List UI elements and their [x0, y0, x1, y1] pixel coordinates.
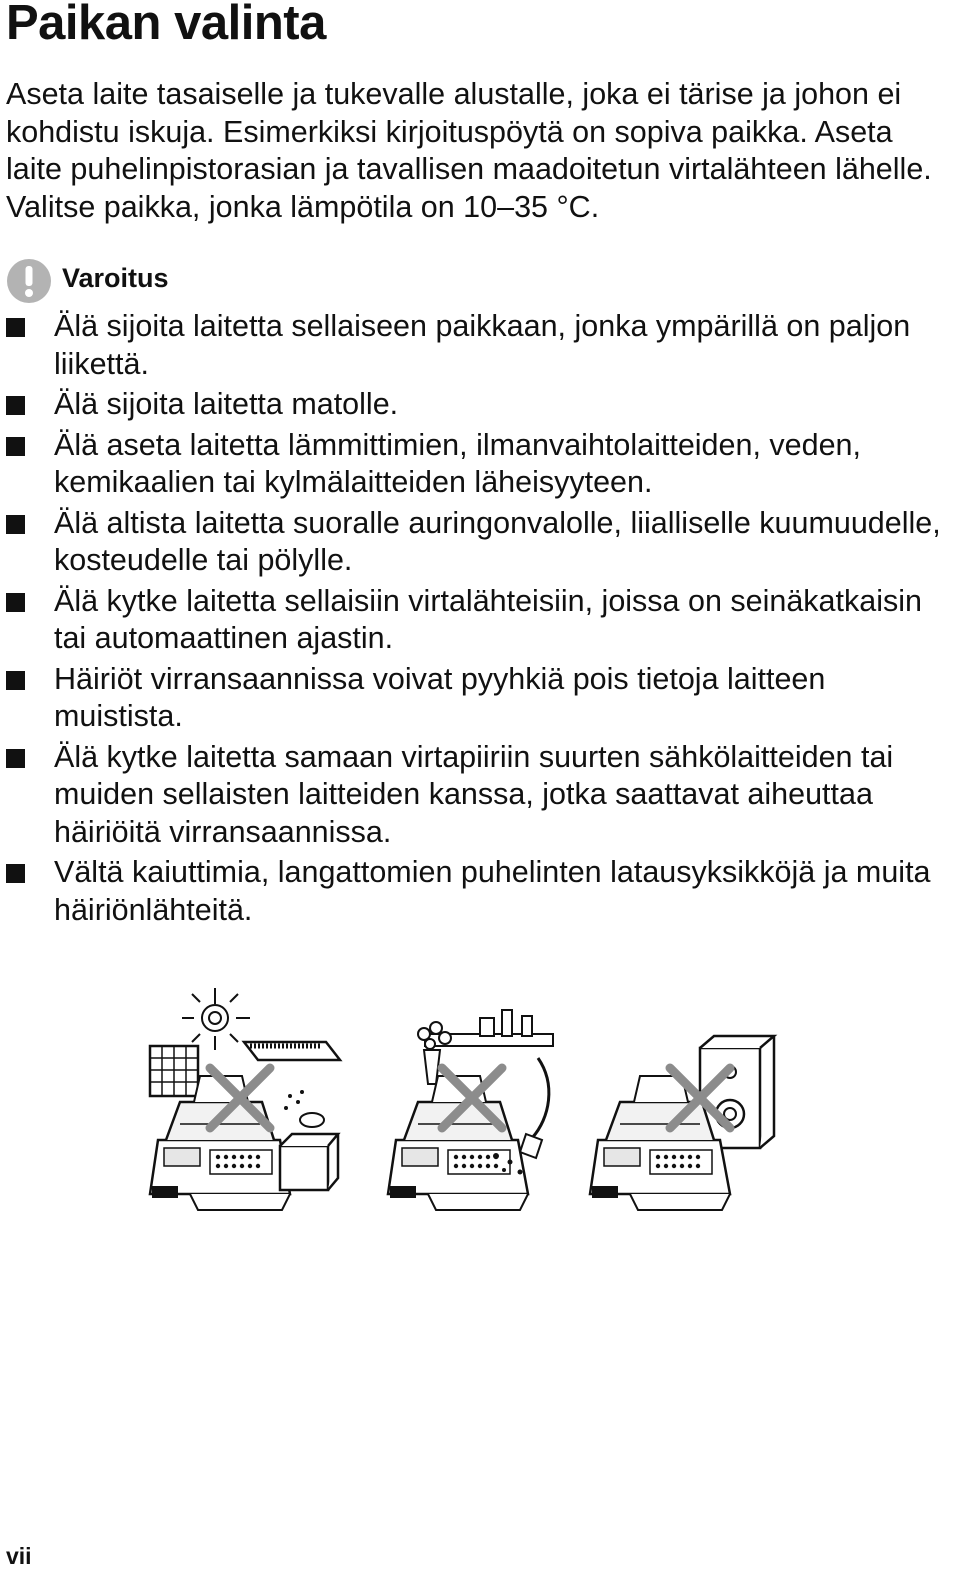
list-item [6, 661, 954, 736]
placement-illustration [140, 988, 790, 1218]
square-bullet-icon [6, 749, 25, 768]
page-number: vii [6, 1543, 32, 1569]
list-item-text: Älä sijoita laitetta matolle. [54, 387, 399, 421]
exclamation-icon [6, 258, 52, 304]
list-item [6, 308, 954, 383]
square-bullet-icon [6, 593, 25, 612]
square-bullet-icon [6, 318, 25, 337]
square-bullet-icon [6, 515, 25, 534]
square-bullet-icon [6, 671, 25, 690]
list-item-text: Häiriöt virransaannissa voivat pyyhkiä pois tietoja laitteen muistista. [54, 661, 826, 733]
warning-list [6, 308, 954, 932]
list-item [6, 505, 954, 580]
square-bullet-icon [6, 396, 25, 415]
speaker-printer-illustration [590, 1036, 774, 1210]
list-item [6, 583, 954, 658]
list-item-text: Älä altista laitetta suoralle auringonvalolle, liialliselle kuumuudelle, kosteudelle tai pölylle. [54, 505, 941, 577]
plant-chemicals-water-printer-illustration [388, 1010, 553, 1210]
warning-label: Varoitus [62, 263, 169, 293]
intro-paragraph: Aseta laite tasaiselle ja tukevalle alustalle, joka ei tärise ja johon ei kohdistu iskuja. Esimerkiksi kirjoituspöytä on sopiva paikka. Aseta laite puhelinpistorasian ja tavallisen maadoitetun virtalähteen lähelle. Valitse paikka, jonka lämpötila on 10–35 °C. [6, 77, 932, 224]
list-item-text: Älä aseta laitetta lämmittimien, ilmanvaihtolaitteiden, veden, kemikaalien tai kylmälaitteiden läheisyyteen. [54, 427, 861, 499]
list-item [6, 854, 954, 929]
list-item [6, 386, 954, 424]
list-item-text: Älä kytke laitetta samaan virtapiiriin suurten sähkölaitteiden tai muiden sellaisten laitteiden kanssa, jotka saattavat aiheuttaa häiriöitä virransaannissa. [54, 739, 894, 849]
list-item-text: Vältä kaiuttimia, langattomien puhelinten latausyksikköjä ja muita häiriönlähteitä. [54, 855, 931, 927]
square-bullet-icon [6, 437, 25, 456]
list-item-text: Älä kytke laitetta sellaisiin virtalähteisiin, joissa on seinäkatkaisin tai automaattinen ajastin. [54, 583, 922, 655]
list-item [6, 427, 954, 502]
page-title: Paikan valinta [6, 0, 326, 50]
list-item [6, 739, 954, 852]
list-item-text: Älä sijoita laitetta sellaiseen paikkaan, jonka ympärillä on paljon liikettä. [54, 309, 911, 381]
square-bullet-icon [6, 864, 25, 883]
